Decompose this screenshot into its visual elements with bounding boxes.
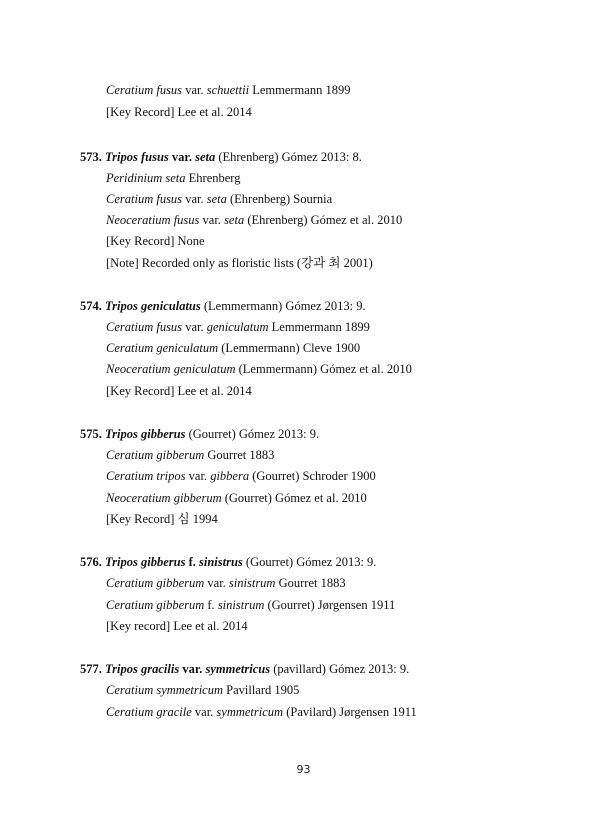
species-heading: 574. Tripos geniculatus (Lemmermann) Gómez 2013: 9. — [80, 299, 366, 313]
synonym-line: Ceratium tripos var. gibbera (Gourret) Schroder 1900 — [106, 469, 376, 483]
synonym-line: Ceratium fusus var. schuettii Lemmermann 1899 — [106, 83, 351, 97]
species-heading: 573. Tripos fusus var. seta (Ehrenberg) Gómez 2013: 8. — [80, 150, 362, 164]
key-record-line: [Key Record] None — [106, 234, 205, 248]
synonym-line: Ceratium gibberum f. sinistrum (Gourret) Jørgensen 1911 — [106, 598, 396, 612]
synonym-line: Neoceratium geniculatum (Lemmermann) Gómez et al. 2010 — [106, 362, 412, 376]
species-heading: 576. Tripos gibberus f. sinistrus (Gourret) Gómez 2013: 9. — [80, 555, 377, 569]
key-record-line: [Key Record] Lee et al. 2014 — [106, 384, 252, 398]
synonym-line: Ceratium gibberum Gourret 1883 — [106, 448, 275, 462]
synonym-line: Neoceratium gibberum (Gourret) Gómez et al. 2010 — [106, 491, 367, 505]
species-heading: 577. Tripos gracilis var. symmetricus (pavillard) Gómez 2013: 9. — [80, 662, 410, 676]
note-line: [Note] Recorded only as floristic lists (강과 최 2001) — [106, 256, 373, 270]
synonym-line: Ceratium gracile var. symmetricum (Pavilard) Jørgensen 1911 — [106, 705, 417, 719]
synonym-line: Ceratium symmetricum Pavillard 1905 — [106, 683, 300, 697]
synonym-line: Ceratium gibberum var. sinistrum Gourret 1883 — [106, 576, 346, 590]
synonym-line: Peridinium seta Ehrenberg — [106, 171, 241, 185]
page-number: 93 — [296, 763, 311, 776]
key-record-line: [Key Record] 심 1994 — [106, 512, 218, 526]
synonym-line: Ceratium geniculatum (Lemmermann) Cleve 1900 — [106, 341, 361, 355]
synonym-line: Neoceratium fusus var. seta (Ehrenberg) Gómez et al. 2010 — [106, 213, 403, 227]
key-record-line: [Key Record] Lee et al. 2014 — [106, 105, 252, 119]
synonym-line: Ceratium fusus var. seta (Ehrenberg) Sournia — [106, 192, 333, 206]
synonym-line: Ceratium fusus var. geniculatum Lemmermann 1899 — [106, 320, 370, 334]
key-record-line: [Key record] Lee et al. 2014 — [106, 619, 248, 633]
species-heading: 575. Tripos gibberus (Gourret) Gómez 2013: 9. — [80, 427, 320, 441]
